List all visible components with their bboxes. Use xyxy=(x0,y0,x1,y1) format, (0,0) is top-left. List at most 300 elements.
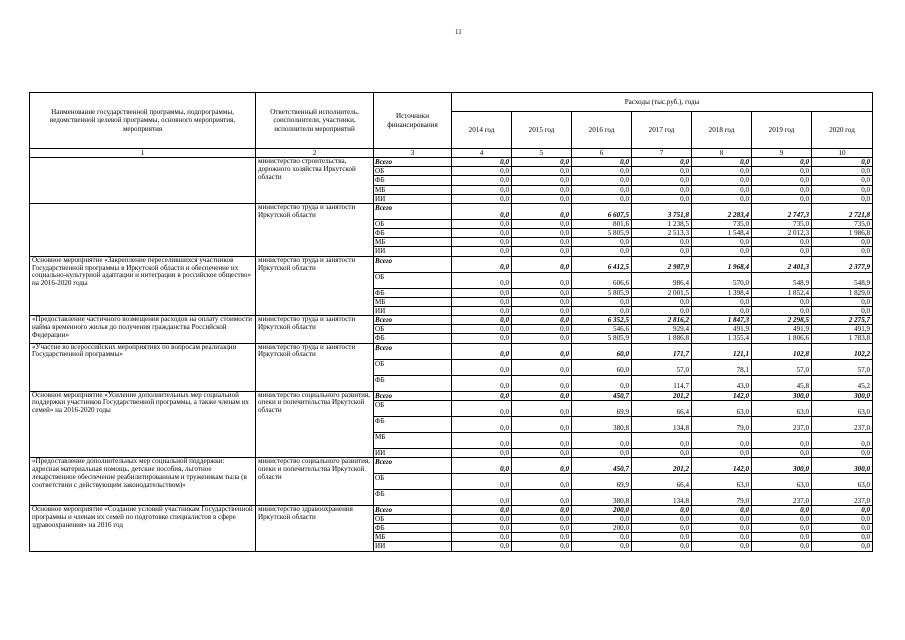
amount-cell: 735,0 xyxy=(812,219,873,228)
page-number: 11 xyxy=(455,28,462,36)
amount-cell: 6 607,5 xyxy=(572,203,632,219)
amount-cell: 0,0 xyxy=(512,297,572,306)
header-year: 2016 год xyxy=(572,112,632,149)
column-number: 5 xyxy=(512,149,572,158)
funding-source: ФБ xyxy=(374,334,452,343)
amount-cell: 0,0 xyxy=(452,272,512,288)
table-row xyxy=(30,343,873,359)
amount-cell: 5 805,9 xyxy=(572,334,632,343)
funding-source: ИИ xyxy=(374,306,452,315)
amount-cell: 0,0 xyxy=(452,489,512,505)
amount-cell: 0,0 xyxy=(812,505,873,514)
activity-name: «Предоставление дополнительных мер социальной поддержки: адресная материальная помощь, детские пособия, льготное лекарственное обеспечение реабилитированным и труженикам тыла (в соответствии с действующим законодательством)» xyxy=(30,457,256,505)
amount-cell: 0,0 xyxy=(632,514,692,523)
funding-source: ФБ xyxy=(374,229,452,238)
amount-cell: 66,4 xyxy=(632,473,692,489)
amount-cell: 0,0 xyxy=(512,185,572,194)
amount-cell: 2 283,4 xyxy=(692,203,752,219)
amount-cell: 0,0 xyxy=(452,203,512,219)
amount-cell: 0,0 xyxy=(632,533,692,542)
amount-cell: 1 238,5 xyxy=(632,219,692,228)
header-year: 2020 год xyxy=(812,112,873,149)
amount-cell: 0,0 xyxy=(632,505,692,514)
funding-source: Всего xyxy=(374,256,452,272)
amount-cell: 0,0 xyxy=(452,533,512,542)
table-row xyxy=(30,391,873,400)
amount-cell: 0,0 xyxy=(572,194,632,203)
amount-cell: 0,0 xyxy=(812,514,873,523)
amount-cell: 0,0 xyxy=(572,514,632,523)
table-row xyxy=(30,256,873,272)
amount-cell: 1 852,4 xyxy=(752,288,812,297)
funding-source: ИИ xyxy=(374,247,452,256)
amount-cell: 0,0 xyxy=(512,167,572,176)
amount-cell: 5 805,9 xyxy=(572,288,632,297)
amount-cell: 1 847,3 xyxy=(692,316,752,325)
executor: министерство труда и занятости Иркутской области xyxy=(256,203,374,256)
amount-cell: 0,0 xyxy=(812,533,873,542)
amount-cell: 1 986,8 xyxy=(812,229,873,238)
funding-source: ОБ xyxy=(374,272,452,288)
amount-cell: 0,0 xyxy=(512,325,572,334)
amount-cell: 0,0 xyxy=(692,297,752,306)
amount-cell: 491,9 xyxy=(692,325,752,334)
header-year: 2015 год xyxy=(512,112,572,149)
amount-cell: 1 355,4 xyxy=(692,334,752,343)
amount-cell: 0,0 xyxy=(512,256,572,272)
amount-cell: 0,0 xyxy=(452,256,512,272)
amount-cell: 0,0 xyxy=(752,194,812,203)
amount-cell: 0,0 xyxy=(752,524,812,533)
amount-cell: 0,0 xyxy=(572,238,632,247)
amount-cell: 2 816,2 xyxy=(632,316,692,325)
funding-source: ФБ xyxy=(374,288,452,297)
amount-cell: 1 806,6 xyxy=(752,334,812,343)
funding-source: ФБ xyxy=(374,524,452,533)
amount-cell: 2 298,5 xyxy=(752,316,812,325)
amount-cell: 0,0 xyxy=(752,306,812,315)
amount-cell: 0,0 xyxy=(632,524,692,533)
amount-cell: 0,0 xyxy=(452,432,512,448)
amount-cell: 0,0 xyxy=(752,297,812,306)
amount-cell: 2 513,3 xyxy=(632,229,692,238)
amount-cell: 0,0 xyxy=(512,542,572,551)
amount-cell: 380,8 xyxy=(572,416,632,432)
amount-cell: 0,0 xyxy=(752,542,812,551)
amount-cell: 0,0 xyxy=(452,238,512,247)
amount-cell: 0,0 xyxy=(572,185,632,194)
amount-cell: 0,0 xyxy=(692,432,752,448)
amount-cell: 491,9 xyxy=(812,325,873,334)
header-executor: Ответственный исполнитель, соисполнители, участники, исполнители мероприятий xyxy=(256,93,374,149)
amount-cell: 63,0 xyxy=(692,400,752,416)
amount-cell: 0,0 xyxy=(512,229,572,238)
executor: министерство труда и занятости Иркутской области xyxy=(256,343,374,391)
amount-cell: 171,7 xyxy=(632,343,692,359)
funding-source: Всего xyxy=(374,158,452,167)
amount-cell: 0,0 xyxy=(752,185,812,194)
column-number: 9 xyxy=(752,149,812,158)
column-number: 1 xyxy=(30,149,256,158)
column-number: 7 xyxy=(632,149,692,158)
funding-source: ФБ xyxy=(374,176,452,185)
amount-cell: 801,6 xyxy=(572,219,632,228)
amount-cell: 0,0 xyxy=(632,158,692,167)
funding-source: ОБ xyxy=(374,359,452,375)
table-row xyxy=(30,158,873,167)
amount-cell: 0,0 xyxy=(812,542,873,551)
table-row xyxy=(30,505,873,514)
header-expenses: Расходы (тыс.руб.), годы xyxy=(452,93,873,112)
funding-source: ОБ xyxy=(374,167,452,176)
amount-cell: 0,0 xyxy=(812,238,873,247)
amount-cell: 0,0 xyxy=(572,297,632,306)
expenditure-table xyxy=(29,92,873,552)
amount-cell: 69,9 xyxy=(572,400,632,416)
amount-cell: 0,0 xyxy=(692,306,752,315)
amount-cell: 2 401,3 xyxy=(752,256,812,272)
funding-source: Всего xyxy=(374,316,452,325)
amount-cell: 0,0 xyxy=(692,158,752,167)
amount-cell: 0,0 xyxy=(512,524,572,533)
amount-cell: 0,0 xyxy=(512,359,572,375)
amount-cell: 0,0 xyxy=(812,176,873,185)
amount-cell: 60,0 xyxy=(572,343,632,359)
amount-cell: 45,2 xyxy=(812,375,873,391)
amount-cell: 0,0 xyxy=(752,505,812,514)
amount-cell: 0,0 xyxy=(812,185,873,194)
amount-cell: 0,0 xyxy=(452,343,512,359)
amount-cell: 570,0 xyxy=(692,272,752,288)
amount-cell: 0,0 xyxy=(512,203,572,219)
amount-cell: 0,0 xyxy=(572,432,632,448)
executor: министерство здравоохранения Иркутской области xyxy=(256,505,374,551)
funding-source: ОБ xyxy=(374,473,452,489)
amount-cell: 0,0 xyxy=(452,359,512,375)
amount-cell: 0,0 xyxy=(452,416,512,432)
funding-source: ОБ xyxy=(374,219,452,228)
amount-cell: 0,0 xyxy=(452,334,512,343)
amount-cell: 491,9 xyxy=(752,325,812,334)
amount-cell: 142,0 xyxy=(692,457,752,473)
header-year: 2018 год xyxy=(692,112,752,149)
amount-cell: 0,0 xyxy=(452,219,512,228)
amount-cell: 0,0 xyxy=(512,473,572,489)
amount-cell: 0,0 xyxy=(572,306,632,315)
amount-cell: 63,0 xyxy=(752,473,812,489)
amount-cell: 0,0 xyxy=(812,448,873,457)
amount-cell: 548,9 xyxy=(752,272,812,288)
amount-cell: 5 805,9 xyxy=(572,229,632,238)
funding-source: ИИ xyxy=(374,448,452,457)
amount-cell: 0,0 xyxy=(512,489,572,505)
amount-cell: 0,0 xyxy=(692,167,752,176)
amount-cell: 0,0 xyxy=(452,473,512,489)
activity-name: «Участие во всероссийских мероприятиях по вопросам реализации Государственной программы» xyxy=(30,343,256,391)
amount-cell: 0,0 xyxy=(572,448,632,457)
amount-cell: 0,0 xyxy=(752,158,812,167)
amount-cell: 0,0 xyxy=(692,238,752,247)
amount-cell: 0,0 xyxy=(572,533,632,542)
amount-cell: 0,0 xyxy=(572,176,632,185)
header-source: Источники финансирования xyxy=(374,93,452,149)
amount-cell: 237,0 xyxy=(752,489,812,505)
amount-cell: 63,0 xyxy=(812,473,873,489)
amount-cell: 0,0 xyxy=(812,306,873,315)
funding-source: МБ xyxy=(374,432,452,448)
amount-cell: 0,0 xyxy=(632,185,692,194)
amount-cell: 63,0 xyxy=(752,400,812,416)
activity-name xyxy=(30,203,256,256)
amount-cell: 201,2 xyxy=(632,457,692,473)
amount-cell: 0,0 xyxy=(632,194,692,203)
amount-cell: 0,0 xyxy=(452,176,512,185)
amount-cell: 0,0 xyxy=(692,176,752,185)
executor: министерство социального развития, опеки и попечительства Иркутской области xyxy=(256,391,374,457)
amount-cell: 0,0 xyxy=(452,194,512,203)
amount-cell: 450,7 xyxy=(572,457,632,473)
executor: министерство социального развития, опеки и попечительства Иркутской области xyxy=(256,457,374,505)
amount-cell: 0,0 xyxy=(512,514,572,523)
funding-source: ИИ xyxy=(374,542,452,551)
amount-cell: 114,7 xyxy=(632,375,692,391)
amount-cell: 69,9 xyxy=(572,473,632,489)
amount-cell: 0,0 xyxy=(812,194,873,203)
amount-cell: 79,0 xyxy=(692,416,752,432)
amount-cell: 0,0 xyxy=(512,400,572,416)
amount-cell: 0,0 xyxy=(452,400,512,416)
amount-cell: 0,0 xyxy=(452,185,512,194)
header-year: 2019 год xyxy=(752,112,812,149)
amount-cell: 0,0 xyxy=(452,448,512,457)
funding-source: Всего xyxy=(374,343,452,359)
header-year: 2014 год xyxy=(452,112,512,149)
amount-cell: 0,0 xyxy=(452,288,512,297)
funding-source: МБ xyxy=(374,533,452,542)
amount-cell: 0,0 xyxy=(512,375,572,391)
amount-cell: 1 886,8 xyxy=(632,334,692,343)
amount-cell: 0,0 xyxy=(452,391,512,400)
amount-cell: 0,0 xyxy=(512,288,572,297)
amount-cell: 929,4 xyxy=(632,325,692,334)
amount-cell: 0,0 xyxy=(752,448,812,457)
amount-cell: 0,0 xyxy=(752,176,812,185)
amount-cell: 63,0 xyxy=(812,400,873,416)
amount-cell: 0,0 xyxy=(692,185,752,194)
amount-cell: 0,0 xyxy=(512,238,572,247)
amount-cell: 986,4 xyxy=(632,272,692,288)
amount-cell: 300,0 xyxy=(752,391,812,400)
amount-cell: 2 377,9 xyxy=(812,256,873,272)
amount-cell: 0,0 xyxy=(752,514,812,523)
amount-cell: 134,8 xyxy=(632,489,692,505)
amount-cell: 0,0 xyxy=(752,533,812,542)
amount-cell: 0,0 xyxy=(812,432,873,448)
amount-cell: 0,0 xyxy=(812,158,873,167)
amount-cell: 735,0 xyxy=(752,219,812,228)
amount-cell: 0,0 xyxy=(452,457,512,473)
amount-cell: 0,0 xyxy=(572,158,632,167)
amount-cell: 1 829,0 xyxy=(812,288,873,297)
amount-cell: 0,0 xyxy=(692,194,752,203)
amount-cell: 142,0 xyxy=(692,391,752,400)
amount-cell: 0,0 xyxy=(632,176,692,185)
amount-cell: 0,0 xyxy=(692,542,752,551)
amount-cell: 0,0 xyxy=(452,247,512,256)
amount-cell: 66,4 xyxy=(632,400,692,416)
amount-cell: 0,0 xyxy=(512,272,572,288)
amount-cell: 300,0 xyxy=(812,457,873,473)
amount-cell: 0,0 xyxy=(632,306,692,315)
amount-cell: 0,0 xyxy=(452,297,512,306)
table-row xyxy=(30,316,873,325)
amount-cell: 546,6 xyxy=(572,325,632,334)
amount-cell: 79,0 xyxy=(692,489,752,505)
amount-cell: 43,0 xyxy=(692,375,752,391)
amount-cell: 6 352,5 xyxy=(572,316,632,325)
amount-cell: 0,0 xyxy=(452,316,512,325)
executor: министерство труда и занятости Иркутской области xyxy=(256,316,374,343)
amount-cell: 237,0 xyxy=(752,416,812,432)
amount-cell: 200,0 xyxy=(572,524,632,533)
amount-cell: 0,0 xyxy=(512,391,572,400)
amount-cell: 1 398,4 xyxy=(692,288,752,297)
amount-cell: 2 275,7 xyxy=(812,316,873,325)
amount-cell: 0,0 xyxy=(512,457,572,473)
amount-cell: 0,0 xyxy=(692,514,752,523)
amount-cell: 0,0 xyxy=(692,505,752,514)
funding-source: ИИ xyxy=(374,194,452,203)
column-number: 6 xyxy=(572,149,632,158)
amount-cell: 200,0 xyxy=(572,505,632,514)
amount-cell: 0,0 xyxy=(812,524,873,533)
amount-cell: 57,0 xyxy=(752,359,812,375)
table-row xyxy=(30,203,873,219)
amount-cell: 2 012,3 xyxy=(752,229,812,238)
amount-cell: 0,0 xyxy=(572,247,632,256)
amount-cell: 380,8 xyxy=(572,489,632,505)
amount-cell: 1 783,8 xyxy=(812,334,873,343)
amount-cell: 2 747,3 xyxy=(752,203,812,219)
amount-cell: 0,0 xyxy=(512,316,572,325)
amount-cell: 57,0 xyxy=(812,359,873,375)
amount-cell: 0,0 xyxy=(692,533,752,542)
column-number: 3 xyxy=(374,149,452,158)
amount-cell: 1 968,4 xyxy=(692,256,752,272)
column-number: 8 xyxy=(692,149,752,158)
activity-name xyxy=(30,158,256,204)
amount-cell: 0,0 xyxy=(452,158,512,167)
amount-cell: 102,8 xyxy=(752,343,812,359)
amount-cell: 237,0 xyxy=(812,416,873,432)
header-name: Наименование государственной программы, подпрограммы, ведомственной целевой программы, основного мероприятия, мероприятия xyxy=(30,93,256,149)
amount-cell: 0,0 xyxy=(752,238,812,247)
amount-cell: 0,0 xyxy=(632,448,692,457)
amount-cell: 0,0 xyxy=(812,297,873,306)
amount-cell: 0,0 xyxy=(512,343,572,359)
amount-cell: 0,0 xyxy=(512,448,572,457)
amount-cell: 0,0 xyxy=(452,524,512,533)
amount-cell: 0,0 xyxy=(692,524,752,533)
activity-name: Основное мероприятие «Усиление дополнительных мер социальной поддержки участников Государственной программы, а также членам их семей» на 2016-2020 годы xyxy=(30,391,256,457)
amount-cell: 0,0 xyxy=(632,432,692,448)
amount-cell: 450,7 xyxy=(572,391,632,400)
amount-cell: 2 987,9 xyxy=(632,256,692,272)
funding-source: ФБ xyxy=(374,416,452,432)
amount-cell: 0,0 xyxy=(812,247,873,256)
amount-cell: 0,0 xyxy=(512,194,572,203)
amount-cell: 237,0 xyxy=(812,489,873,505)
amount-cell: 0,0 xyxy=(512,432,572,448)
amount-cell: 0,0 xyxy=(752,247,812,256)
amount-cell: 0,0 xyxy=(452,514,512,523)
executor: министерство строительства, дорожного хозяйства Иркутской области xyxy=(256,158,374,204)
amount-cell: 0,0 xyxy=(632,238,692,247)
amount-cell: 0,0 xyxy=(752,432,812,448)
funding-source: Всего xyxy=(374,203,452,219)
activity-name: Основное мероприятие «Закрепление переселившихся участников Государственной программы в Иркутской области и обеспечение их социально-культурной адаптации и интеграции в российское общество» на 2016-2020 годы xyxy=(30,256,256,315)
funding-source: ОБ xyxy=(374,325,452,334)
amount-cell: 0,0 xyxy=(692,448,752,457)
amount-cell: 300,0 xyxy=(812,391,873,400)
funding-source: МБ xyxy=(374,185,452,194)
amount-cell: 2 721,8 xyxy=(812,203,873,219)
amount-cell: 0,0 xyxy=(572,542,632,551)
funding-source: МБ xyxy=(374,238,452,247)
amount-cell: 0,0 xyxy=(632,297,692,306)
amount-cell: 0,0 xyxy=(812,167,873,176)
amount-cell: 0,0 xyxy=(512,158,572,167)
funding-source: Всего xyxy=(374,505,452,514)
amount-cell: 121,1 xyxy=(692,343,752,359)
activity-name: Основное мероприятие «Создание условий участникам Государственной программы и членам их семей по подготовке специалистов в сфере здравоохранения» на 2016 год xyxy=(30,505,256,551)
funding-source: ФБ xyxy=(374,375,452,391)
amount-cell: 0,0 xyxy=(632,167,692,176)
amount-cell: 735,0 xyxy=(692,219,752,228)
amount-cell: 548,9 xyxy=(812,272,873,288)
column-number: 4 xyxy=(452,149,512,158)
amount-cell: 0,0 xyxy=(452,375,512,391)
header-year: 2017 год xyxy=(632,112,692,149)
amount-cell: 0,0 xyxy=(512,219,572,228)
amount-cell: 0,0 xyxy=(452,229,512,238)
activity-name: «Предоставление частичного возмещения расходов на оплату стоимости найма временного жилья до получения гражданства Российской Федерации» xyxy=(30,316,256,343)
amount-cell: 0,0 xyxy=(572,375,632,391)
amount-cell: 0,0 xyxy=(572,167,632,176)
amount-cell: 300,0 xyxy=(752,457,812,473)
amount-cell: 201,2 xyxy=(632,391,692,400)
funding-source: Всего xyxy=(374,457,452,473)
funding-source: ФБ xyxy=(374,489,452,505)
funding-source: ОБ xyxy=(374,400,452,416)
amount-cell: 0,0 xyxy=(512,505,572,514)
amount-cell: 102,2 xyxy=(812,343,873,359)
funding-source: ОБ xyxy=(374,514,452,523)
amount-cell: 2 001,5 xyxy=(632,288,692,297)
funding-source: МБ xyxy=(374,297,452,306)
amount-cell: 606,6 xyxy=(572,272,632,288)
amount-cell: 0,0 xyxy=(512,306,572,315)
amount-cell: 0,0 xyxy=(632,247,692,256)
column-number: 2 xyxy=(256,149,374,158)
table-row xyxy=(30,457,873,473)
amount-cell: 0,0 xyxy=(692,247,752,256)
amount-cell: 0,0 xyxy=(632,542,692,551)
funding-source: Всего xyxy=(374,391,452,400)
amount-cell: 60,0 xyxy=(572,359,632,375)
amount-cell: 0,0 xyxy=(452,505,512,514)
amount-cell: 0,0 xyxy=(752,167,812,176)
